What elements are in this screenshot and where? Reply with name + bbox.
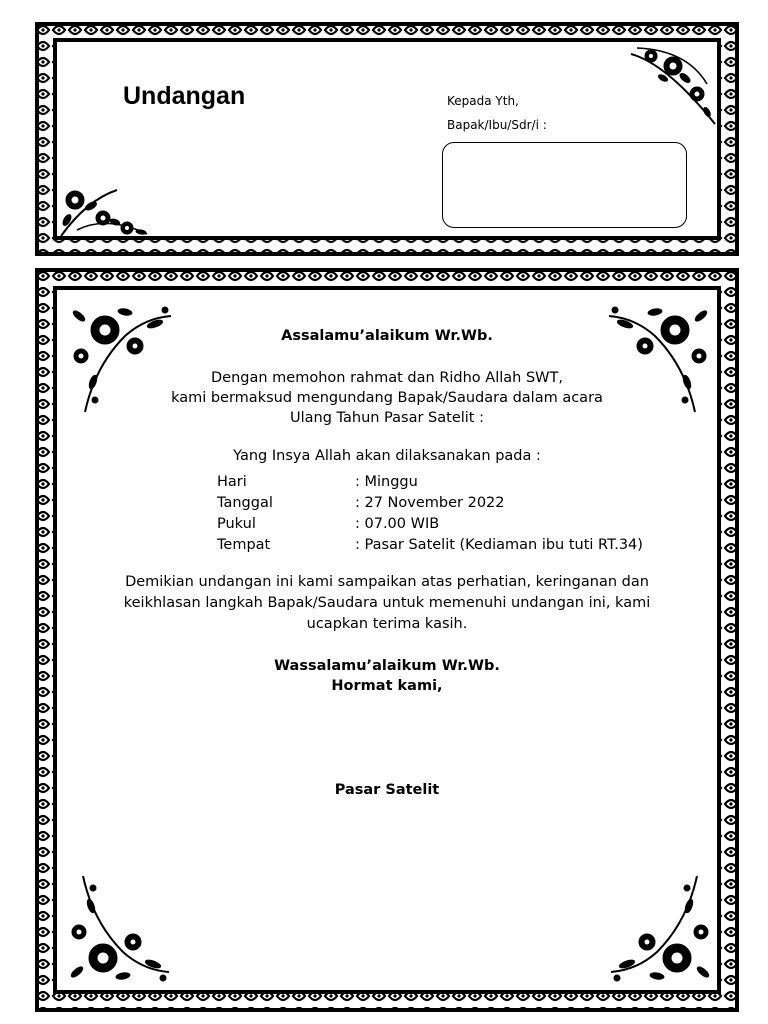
letter-inner	[55, 288, 719, 992]
floral-ornament	[605, 876, 717, 992]
detail-label: Hari	[217, 474, 247, 490]
floral-ornament	[627, 44, 719, 128]
detail-label: Tempat	[217, 537, 271, 553]
floral-ornament	[603, 296, 715, 416]
detail-value: : Pasar Satelit (Kediaman ibu tuti RT.34)	[355, 537, 643, 553]
envelope-inner	[55, 40, 719, 238]
address-box	[442, 142, 687, 228]
detail-label: Tanggal	[217, 495, 273, 511]
greeting: Assalamu’alaikum Wr.Wb.	[281, 328, 493, 344]
detail-value: : Minggu	[355, 474, 418, 490]
detail-value: : 27 November 2022	[355, 495, 505, 511]
intro-line: Ulang Tahun Pasar Satelit :	[290, 410, 484, 426]
closing-line: keikhlasan langkah Bapak/Saudara untuk memenuhi undangan ini, kami	[123, 595, 651, 611]
schedule-intro: Yang Insya Allah akan dilaksanakan pada :	[233, 448, 541, 464]
floral-ornament	[57, 160, 157, 240]
envelope-title: Undangan	[123, 82, 246, 110]
recipient-line-1: Kepada Yth,	[447, 94, 519, 108]
detail-value: : 07.00 WIB	[355, 516, 440, 532]
farewell: Wassalamu’alaikum Wr.Wb.	[274, 658, 500, 674]
intro-line: Dengan memohon rahmat dan Ridho Allah SWT,	[211, 370, 563, 386]
signature: Pasar Satelit	[334, 782, 440, 798]
letter-card	[35, 268, 739, 1012]
floral-ornament	[65, 296, 177, 416]
envelope-card	[35, 22, 739, 256]
floral-ornament	[63, 876, 175, 992]
closing-line: Demikian undangan ini kami sampaikan atas perhatian, keringanan dan	[125, 574, 649, 590]
recipient-line-2: Bapak/Ibu/Sdr/i :	[447, 118, 547, 132]
regards: Hormat kami,	[331, 678, 443, 694]
intro-line: kami bermaksud mengundang Bapak/Saudara dalam acara	[171, 390, 603, 406]
detail-label: Pukul	[217, 516, 256, 532]
closing-line: ucapkan terima kasih.	[306, 616, 468, 632]
